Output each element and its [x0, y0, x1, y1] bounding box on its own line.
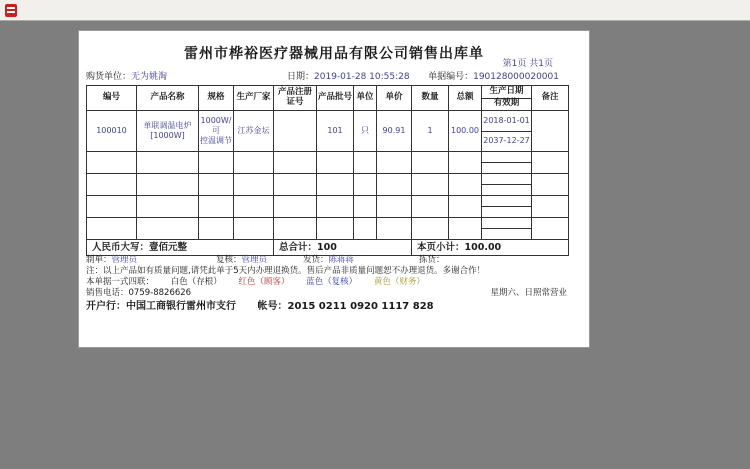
col-header-code: 编号 [87, 86, 137, 111]
col-header-dates [482, 86, 532, 111]
doc-no-field [428, 69, 559, 82]
sales-phone-label: 销售电话： [86, 288, 129, 298]
page-indicator: 第1页 共1页 [502, 59, 553, 69]
col-header-unit: 单位 [354, 86, 377, 111]
doc-no-value: 190128000020001 [473, 72, 559, 82]
cell-dates [482, 111, 532, 152]
date-field [287, 69, 410, 82]
date-value: 2019-01-28 10:55:28 [314, 72, 410, 82]
bank-value: 中国工商银行雷州市支行 [126, 301, 236, 312]
cell-maker: 江苏金坛 [234, 111, 274, 152]
cell-prod-date: 2018-01-01 [482, 111, 531, 132]
account-value: 2015 0211 0920 1117 828 [287, 301, 434, 312]
date-label: 日期： [287, 72, 315, 82]
document-icon[interactable] [5, 4, 17, 17]
maker-label: 制单： [86, 255, 112, 265]
summary-grand-total: 总合计：100 [274, 240, 412, 256]
copy-white: 白色（存根） [170, 277, 222, 287]
toolbar [0, 0, 750, 21]
col-header-spec: 规格 [199, 86, 234, 111]
col-header-maker: 生产厂家 [234, 86, 274, 111]
copy-yellow: 黄色（财务） [373, 277, 425, 287]
copies-label: 本单据一式四联： [86, 277, 155, 287]
empty-table-row [87, 196, 569, 218]
copy-red: 红色（顾客） [238, 277, 290, 287]
col-header-amount: 总额 [449, 86, 482, 111]
col-header-expiry: 有效期 [493, 98, 520, 109]
cell-spec [199, 111, 234, 152]
col-header-reg-no: 产品注册证号 [274, 86, 317, 111]
buyer-value: 无为姚淘 [131, 72, 168, 82]
col-header-qty: 数量 [412, 86, 449, 111]
cell-name-line2: [1000W] [150, 131, 185, 140]
products-table [86, 85, 569, 256]
doc-no-label: 单据编号： [428, 72, 474, 82]
picker-label: 拣货： [419, 255, 445, 265]
return-policy-note: 注：以上产品如有质量问题,请凭此单于5天内办理退换货。售后产品非质量问题恕不办理退货。多谢合作！ [86, 266, 486, 276]
col-header-price: 单价 [377, 86, 412, 111]
document-page [78, 30, 590, 348]
page-title: 雷州市桦裕医疗器械用品有限公司销售出库单 [184, 46, 484, 62]
col-header-batch: 产品批号 [317, 86, 354, 111]
summary-cny-caps: 人民币大写：壹佰元整 [87, 240, 274, 256]
cell-unit: 只 [354, 111, 377, 152]
cell-name-line1: 单联调温电炉 [143, 121, 192, 130]
cell-spec-line1: 1000W/可 [200, 116, 232, 135]
copy-blue: 蓝色（复核） [306, 277, 358, 287]
cell-note [532, 111, 569, 152]
col-header-prod-date: 生产日期 [482, 86, 531, 99]
summary-page-subtotal: 本页小计：100.00 [412, 240, 569, 256]
buyer-label: 购货单位： [86, 72, 132, 82]
cell-batch: 101 [317, 111, 354, 152]
cell-qty: 1 [412, 111, 449, 152]
empty-table-row [87, 174, 569, 196]
signatures-line [86, 253, 568, 264]
col-header-note: 备注 [532, 86, 569, 111]
empty-table-row [87, 218, 569, 240]
table-row [87, 111, 569, 152]
shipper-value: 陈蒋蒋 [328, 255, 355, 265]
bank-line [86, 297, 568, 312]
buyer-field [86, 69, 167, 82]
bank-label: 开户行： [86, 301, 126, 312]
table-header-row [87, 86, 569, 111]
empty-table-row [87, 152, 569, 174]
weekend-note: 星期六、日照常营业 [490, 288, 567, 298]
sales-phone-value: 0759-8826626 [128, 288, 192, 298]
document-info-row [79, 69, 589, 82]
cell-amount: 100.00 [449, 111, 482, 152]
shipper-label: 发货： [303, 255, 329, 265]
cell-name [137, 111, 199, 152]
cell-code: 100010 [87, 111, 137, 152]
checker-value: 管理员 [241, 255, 268, 265]
col-header-name: 产品名称 [137, 86, 199, 111]
cell-price: 90.91 [377, 111, 412, 152]
checker-label: 复核： [216, 255, 242, 265]
cell-reg-no [274, 111, 317, 152]
account-label: 帐号： [257, 301, 288, 312]
cell-expiry: 2037-12-27 [483, 136, 530, 146]
cell-spec-line2: 控温调节 [200, 136, 232, 145]
maker-value: 管理员 [111, 255, 138, 265]
